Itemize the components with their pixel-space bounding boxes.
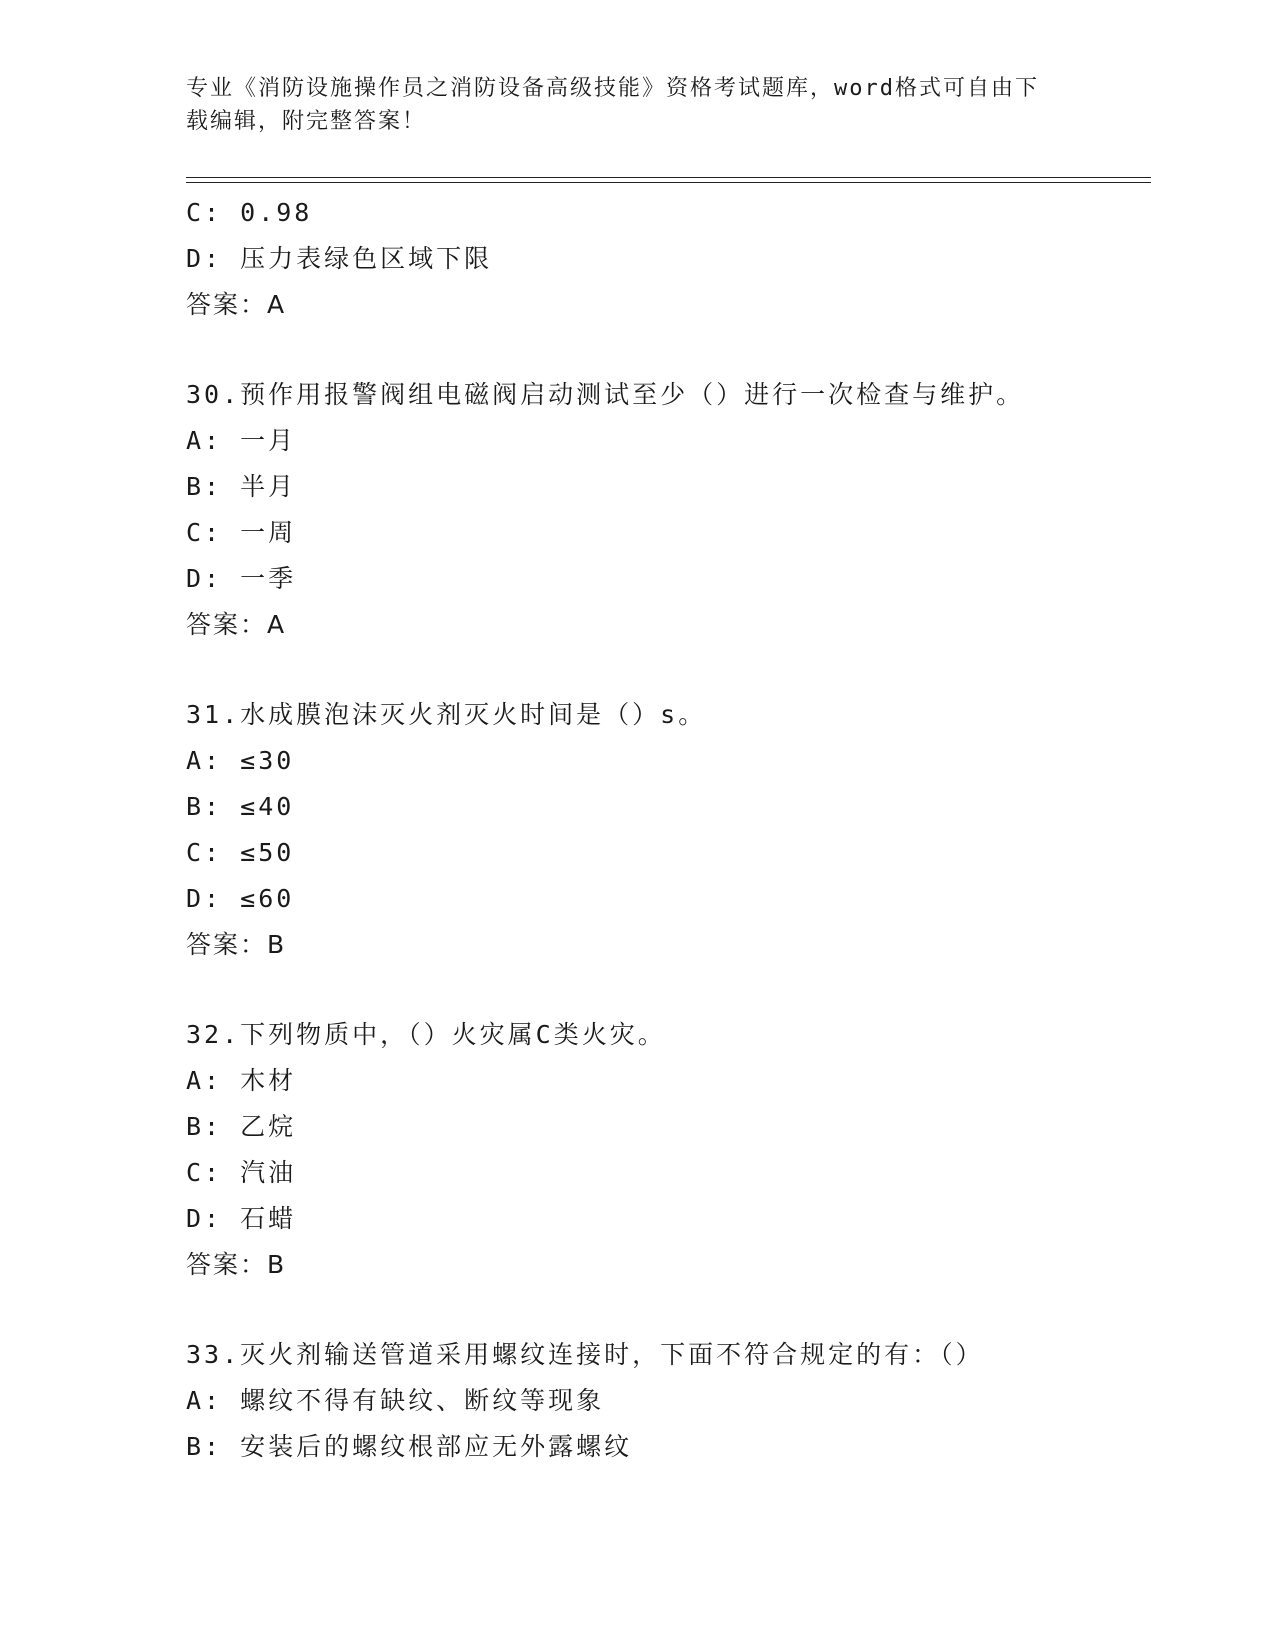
question-31 [186,692,1146,968]
option-d: D: 石蜡 [186,1204,297,1233]
option-a: A: 一月 [186,426,297,455]
option-a: A: 木材 [186,1066,297,1095]
question-stem: 31.水成膜泡沫灭火剂灭火时间是（）s。 [186,700,707,729]
option-b: B: 安装后的螺纹根部应无外露螺纹 [186,1432,633,1461]
header-line-2: 载编辑，附完整答案！ [186,109,427,134]
document-header [186,72,1086,138]
question-stem: 33.灭火剂输送管道采用螺纹连接时，下面不符合规定的有：（） [186,1340,984,1369]
option-d: D: 一季 [186,564,297,593]
option-b: B: 半月 [186,472,297,501]
option-d: D: ≤60 [186,884,295,913]
option-b: B: ≤40 [186,792,295,821]
option-a: A: 螺纹不得有缺纹、断纹等现象 [186,1386,605,1415]
option-c: C: 一周 [186,518,297,547]
header-rule-top [186,177,1151,178]
question-stem: 32.下列物质中，（）火灾属C类火灾。 [186,1020,666,1049]
answer: 答案：A [186,290,287,319]
answer: 答案：A [186,610,287,639]
question-33 [186,1332,1146,1470]
option-b: B: 乙烷 [186,1112,297,1141]
header-line-1: 专业《消防设施操作员之消防设备高级技能》资格考试题库，word格式可自由下 [186,76,1039,101]
answer: 答案：B [186,1250,287,1279]
option-c: C: ≤50 [186,838,295,867]
header-rule-bottom [186,182,1151,183]
option-c: C: 0.98 [186,198,313,227]
question-32 [186,1012,1146,1288]
question-29-continued [186,190,1146,328]
option-c: C: 汽油 [186,1158,297,1187]
question-30 [186,372,1146,648]
option-d: D: 压力表绿色区域下限 [186,244,493,273]
option-a: A: ≤30 [186,746,295,775]
answer: 答案：B [186,930,287,959]
question-list [186,190,1146,1470]
question-stem: 30.预作用报警阀组电磁阀启动测试至少（）进行一次检查与维护。 [186,380,1025,409]
